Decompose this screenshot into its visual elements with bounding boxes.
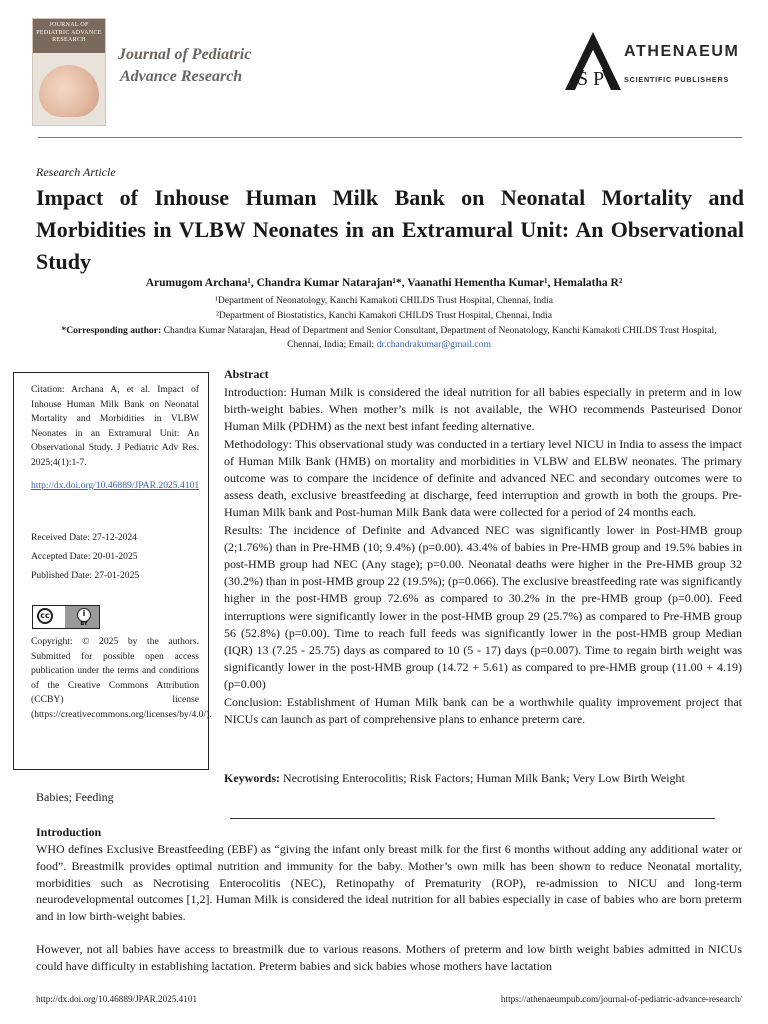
journal-cover-logo xyxy=(32,18,106,126)
footer-journal-url[interactable]: https://athenaeumpub.com/journal-of-pediatric-advance-research/ xyxy=(500,994,742,1004)
abstract-heading: Abstract xyxy=(224,367,269,381)
affiliation-1: ¹Department of Neonatology, Kanchi Kamakoti CHILDS Trust Hospital, Chennai, India xyxy=(215,295,553,306)
citation-sidebar xyxy=(13,372,212,770)
abstract-body xyxy=(224,384,742,728)
cc-by-label: BY xyxy=(80,621,88,627)
introduction-body xyxy=(36,841,742,975)
header-divider xyxy=(38,137,742,138)
svg-text:P: P xyxy=(593,68,605,90)
abstract-methodology: Methodology: This observational study was conducted in a tertiary level NICU in India to assess the impact of Human Milk Bank (HMB) on mortality and morbidities in VLBW and ELBW neonates. The primary outcome was to compare the incidence of definite and advanced NEC and secondary outcomes were to assess death, exclusive breastfeeding at discharge, feed interruption and growth in both the groups. Pre-Human Milk bank and Post-human Milk Bank data were collected for a period of 24 months each. xyxy=(224,436,742,520)
article-type: Research Article xyxy=(36,165,116,179)
abstract-introduction: Introduction: Human Milk is considered the ideal nutrition for all babies especially in preterm and in low birth-weight babies. When mother’s milk is not available, the WHO recommends Pasteurised Donor Human Milk (PDHM) as the next best infant feeding alternative. xyxy=(224,385,742,434)
doi-link[interactable]: http://dx.doi.org/10.46889/JPAR.2025.4101 xyxy=(31,480,200,491)
abstract-results: Results: The incidence of Definite and Advanced NEC was significantly lower in Post-HMB group (2;1.76%) than in Pre-HMB (10; 9.4%) (p=0.00). 43.4% of babies in Pre-HMB group and 19.5% babies in post-HMB group had NEC (Any stage); p=0.00. Neonatal deaths were higher in the Pre-HMB group 32 (30.2%) than in post-HMB group 22 (19.5%); (p=0.066). The exclusive breastfeeding rate was significantly higher in the post-HMB group 72.6% as compared to 30.2% in the pre-HMB group (p=0.00). Feed interruptions were significantly lower in the post-HMB group 29 (25.7%) as compared to Pre-HMB group 56 (52.8%) (p=0.00). Time to reach full feeds was significantly lower in the post-HMB group Median (IQR) 13 (7.25 - 25.75) days as compared to 10 (5 - 17) days (p=0.007). Time to regain birth weight was significantly lower in the post-HMB group (14.72 + 5.61) as compared to pre-HMB group (11.00 + 4.19) (p=0.00) xyxy=(224,522,742,692)
corresponding-author: *Corresponding author: Chandra Kumar Natarajan, Head of Department and Senior Consultant, Department of Neonatology, Kanchi Kamakoti CHILDS Trust Hospital, Chennai, India; Email: dr.chandrakumar@gmail.com xyxy=(61,325,717,350)
cc-icon: cc xyxy=(37,608,53,624)
published-date: Published Date: 27-01-2025 xyxy=(31,570,140,581)
affiliation-2: ²Department of Biostatistics, Kanchi Kamakoti CHILDS Trust Hospital, Chennai, India xyxy=(216,310,552,321)
publisher-subtitle: SCIENTIFIC PUBLISHERS xyxy=(624,75,730,84)
copyright-text: Copyright: © 2025 by the authors. Submitted for possible open access publication under the terms and conditions of the Creative Commons Attribution (CCBY) license (https://creativecommons.org/licenses/by/4.0/). xyxy=(31,636,212,720)
abstract-conclusion: Conclusion: Establishment of Human Milk bank can be a worthwhile quality improvement project that NICUs can launch as part of comprehensive plans to enhance preterm care. xyxy=(224,694,742,726)
footer-doi-link[interactable]: http://dx.doi.org/10.46889/JPAR.2025.4101 xyxy=(36,994,198,1004)
keywords: Keywords: Necrotising Enterocolitis; Risk Factors; Human Milk Bank; Very Low Birth Weight xyxy=(224,771,685,785)
keywords-continued: Babies; Feeding xyxy=(36,790,114,804)
intro-paragraph-2: However, not all babies have access to breastmilk due to various reasons. Mothers of preterm and low birth weight babies admitted in NICUs could have difficulty in establishing lactation. Preterm babies and sick babies whose mothers have lactation xyxy=(36,941,742,973)
introduction-heading: Introduction xyxy=(36,825,102,839)
accepted-date: Accepted Date: 20-01-2025 xyxy=(31,551,138,562)
intro-paragraph-1: WHO defines Exclusive Breastfeeding (EBF) as “giving the infant only breast milk for the first 6 months without adding any additional water or food”. Breastmilk provides optimal nutrition and immunity for the baby. Mother’s own milk has been shown to reduce Neonatal mortality, morbidities such as Necrotising Enterocolitis (NEC), Retinopathy of Prematurity (ROP), re-admission to NICU and long-term neurodevelopmental outcomes [1,2]. Human Milk is considered the ideal nutrition for all babies especially in case of babies who are born preterm and in low birth-weight babies. xyxy=(36,842,742,924)
person-icon: i xyxy=(77,608,91,622)
publisher-logo-icon xyxy=(555,30,625,92)
received-date: Received Date: 27-12-2024 xyxy=(31,532,138,543)
email-link[interactable]: dr.chandrakumar@gmail.com xyxy=(376,339,491,350)
section-divider xyxy=(230,818,715,819)
journal-cover-text: JOURNAL OF PEDIATRIC ADVANCE RESEARCH xyxy=(36,22,102,43)
baby-image xyxy=(39,65,99,117)
author-list: Arumugom Archana¹, Chandra Kumar Natarajan¹*, Vaanathi Hementha Kumar¹, Hemalatha R² xyxy=(145,277,623,289)
journal-title: Journal of Pediatric Advance Research xyxy=(118,46,252,85)
article-title: Impact of Inhouse Human Milk Bank on Neonatal Mortality and Morbidities in VLBW Neonates in an Extramural Unit: An Observational Study xyxy=(36,185,744,274)
cc-by-license-icon xyxy=(32,605,100,629)
svg-text:S: S xyxy=(577,68,589,90)
publisher-name: ATHENAEUM xyxy=(624,43,740,60)
citation-text: Citation: Archana A, et al. Impact of Inhouse Human Milk Bank on Neonatal Mortality and Morbidities in VLBW Neonates in an Extramural Unit: An Observational Study. J Pediatric Adv Res. 2025;4(1):1-7. xyxy=(31,384,199,468)
